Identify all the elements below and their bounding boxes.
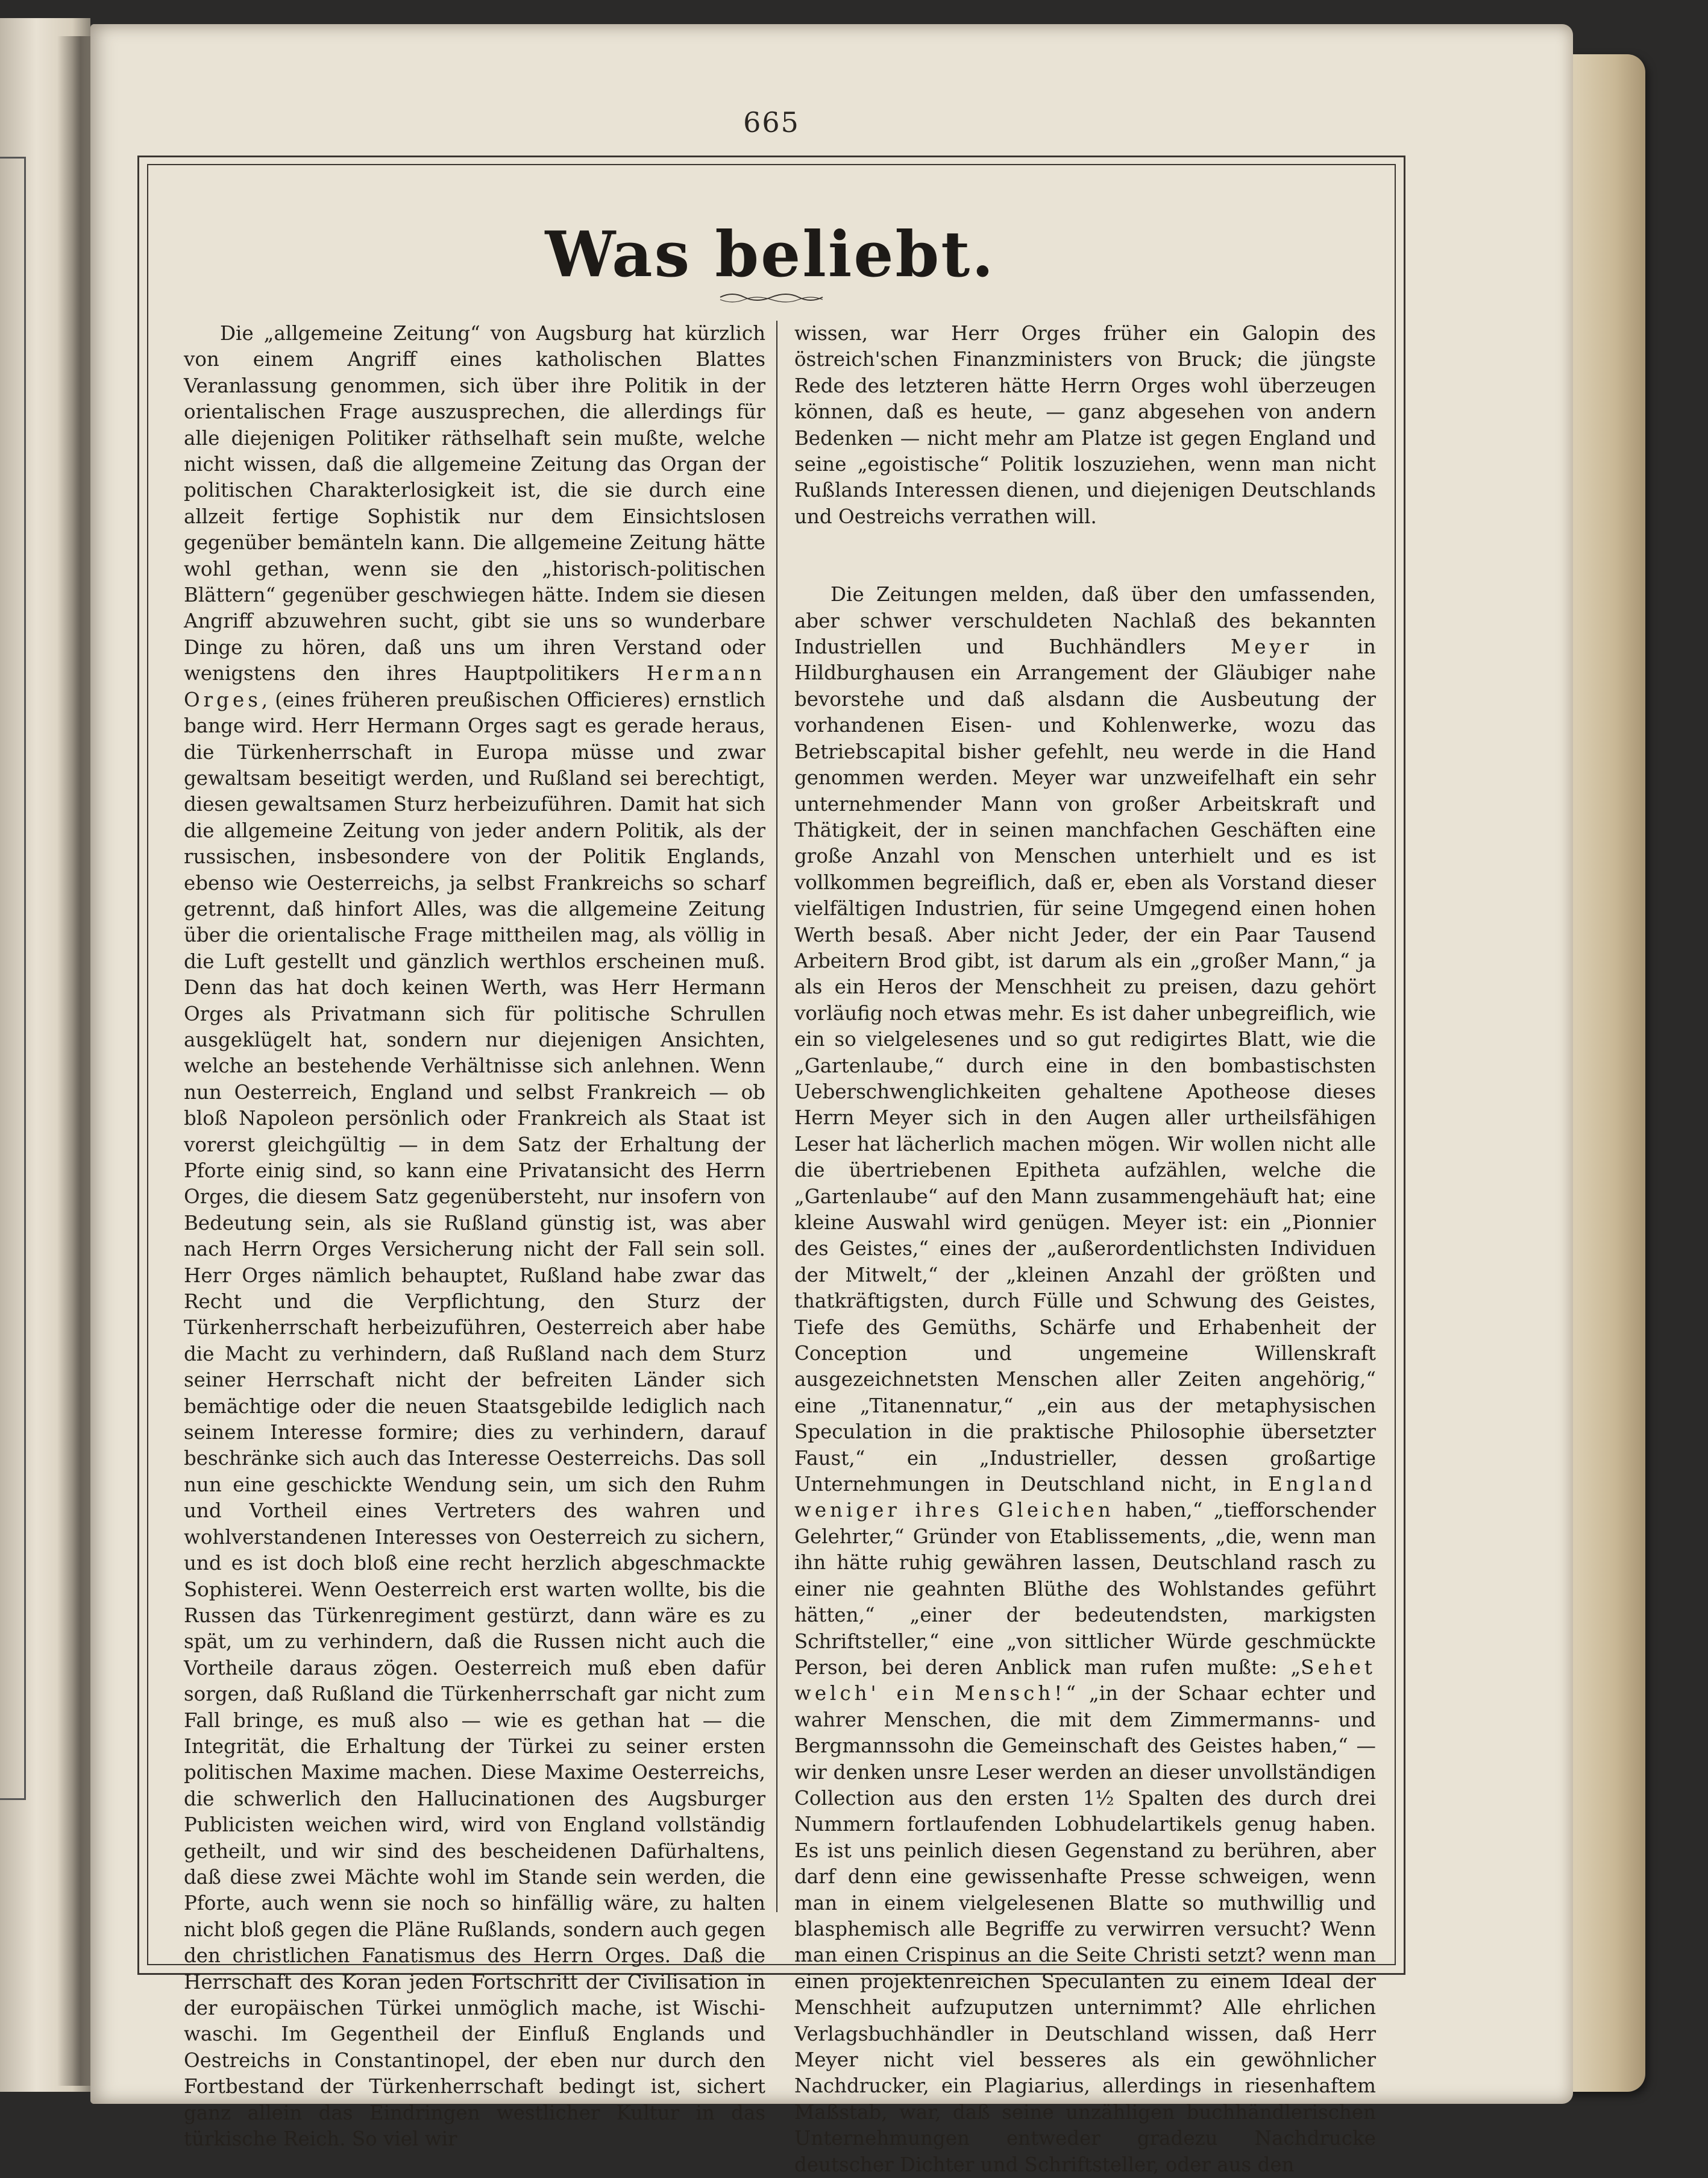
paragraph-orges-continued: wissen, war Herr Orges früher ein Galopin des östreich'schen Finanzministers von Bruck; die jüngste Rede des letzteren hätte Herrn Orges wohl überzeugen können, daß es heute, — ganz abgesehen von andern Bedenken — nicht mehr am Platze ist gegen England und seine „egoistische“ Politik loszuziehen, wenn man nicht Rußlands Interessen dienen, und diejenigen Deutschlands und Oestreichs verrathen will. (794, 322, 1376, 528)
paragraph-orges: Die „allgemeine Zeitung“ von Augsburg hat kürzlich von einem Angriff eines katholischen Blattes Veranlassung genommen, sich über ihre Politik in der orientalischen Frage auszusprechen, die allerdings für alle diejenigen Politiker räthselhaft sein mußte, welche nicht wissen, daß die allgemeine Zeitung das Organ der politischen Charakterlosigkeit ist, die sie durch eine allzeit fertige Sophistik nur dem Einsichtslosen gegenüber bemänteln kann. Die allgemeine Zeitung hätte wohl gethan, wenn sie den „historisch-politischen Blättern“ gegenüber geschwiegen hätte. Indem sie diesen Angriff abzuwehren sucht, gibt sie uns so wunderbare Dinge zu hören, daß uns um ihren Verstand oder wenigstens den ihres Hauptpolitikers Hermann Orges, (eines früheren preußischen Officieres) ernstlich bange wird. Herr Hermann Orges sagt es gerade heraus, die Türkenherrschaft in Europa müsse und zwar gewaltsam beseitigt werden, und Rußland sei berechtigt, diesen gewaltsamen Sturz herbeizuführen. Damit hat sich die allgemeine Zeitung von jeder andern Politik, als der russischen, insbesondere von der Politik Englands, ebenso wie Oesterreichs, ja selbst Frankreichs so scharf getrennt, daß hinfort Alles, was die allgemeine Zeitung über die orientalische Frage mittheilen mag, als völlig in die Luft gestellt und gänzlich werthlos erscheinen muß. Denn das hat doch keinen Werth, was Herr Hermann Orges als Privatmann sich für politische Schrullen ausgeklügelt hat, sondern nur diejenigen Ansichten, welche an bestehende Verhältnisse sich anlehnen. Wenn nun Oesterreich, England und selbst Frankreich — ob bloß Napoleon persönlich oder Frankreich als Staat ist vorerst gleichgültig — in dem Satz der Erhaltung der Pforte einig sind, so kann eine Privatansicht des Herrn Orges, die diesem Satz gegenübersteht, nur insofern von Bedeutung sein, als sie Rußland günstig ist, was aber nach Herrn Orges Versicherung nicht der Fall sein soll. Herr Orges nämlich behauptet, Rußland habe zwar das Recht und die Verpflichtung, den Sturz der Türkenherrschaft herbeizuführen, Oesterreich aber habe die Macht zu verhindern, daß Rußland nach dem Sturz seiner Herrschaft nicht der befreiten Länder sich bemächtige oder die neuen Staatsgebilde lediglich nach seinem Interesse formire; dies zu verhindern, darauf beschränke sich auch das Interesse Oesterreichs. Das soll nun eine geschickte Wendung sein, um sich den Ruhm und Vortheil eines Vertreters des wahren und wohlverstandenen Interesses von Oesterreich zu sichern, und es ist doch bloß eine recht herzlich abgeschmackte Sophisterei. Wenn Oesterreich erst warten wollte, bis die Russen das Türkenregiment gestürzt, dann wäre es zu spät, um zu verhindern, daß die Russen nicht auch die Vortheile daraus zögen. Oesterreich muß eben dafür sorgen, daß Rußland die Türkenherrschaft gar nicht zum Fall bringe, es muß also — wie es gethan hat — die Integrität, die Erhaltung der Türkei zu seiner ersten politischen Maxime machen. Diese Maxime Oesterreichs, die schwerlich den Hallucinationen des Augsburger Publicisten weichen wird, wird von England vollständig getheilt, und wir sind des bescheidenen Dafürhaltens, daß diese zwei Mächte wohl im Stande sein werden, die Pforte, auch wenn sie noch so hinfällig wäre, zu halten nicht bloß gegen die Pläne Rußlands, sondern auch gegen den christlichen Fanatismus des Herrn Orges. Daß die Herrschaft des Koran jeden Fortschritt der Civilisation in der europäischen Türkei unmöglich mache, ist Wischi-waschi. Im Gegentheil der Einfluß Englands und Oestreichs in Constantinopel, der eben nur durch den Fortbestand der Türkenherrschaft bedingt ist, sichert ganz allein das Eindringen westlicher Kultur in das türkische Reich. So viel wir (184, 322, 765, 2151)
left-column (184, 321, 765, 2152)
name-meyer: Meyer (1230, 635, 1313, 659)
left-page-frame-fragment (0, 157, 26, 1800)
paragraph-gap (794, 530, 1376, 582)
column-divider (776, 321, 777, 1912)
article-title: Was beliebt. (545, 217, 996, 291)
right-column (794, 321, 1376, 2178)
paragraph-meyer: Die Zeitungen melden, daß über den umfassenden, aber schwer verschuldeten Nachlaß des bekannten Industriellen und Buchhändlers Meyer in Hildburghausen ein Arrangement der Gläubiger nahe bevorstehe und daß alsdann die Ausbeutung der vorhandenen Eisen- und Kohlenwerke, wozu das Betriebscapital bisher gefehlt, neu werde in die Hand genommen werden. Meyer war unzweifelhaft ein sehr unternehmender Mann von großer Arbeitskraft und Thätigkeit, der in seinen manchfachen Geschäften eine große Anzahl von Menschen unterhielt und es ist vollkommen begreiflich, daß er, eben als Vorstand dieser vielfältigen Industrien, für seine Umgegend einen hohen Werth besaß. Aber nicht Jeder, der ein Paar Tausend Arbeitern Brod gibt, ist darum als ein „großer Mann,“ ja als ein Heros der Menschheit zu preisen, dazu gehört vorläufig noch etwas mehr. Es ist daher unbegreiflich, wie ein so vielgelesenes und so gut redigirtes Blatt, wie die „Gartenlaube,“ durch eine in den bombastischsten Ueberschwenglichkeiten gehaltene Apotheose dieses Herrn Meyer sich in den Augen aller urtheilsfähigen Leser hat lächerlich machen mögen. Wir wollen nicht alle die übertriebenen Epitheta aufzählen, welche die „Gartenlaube“ auf den Mann zusammengehäuft hat; eine kleine Auswahl wird genügen. Meyer ist: ein „Pionnier des Geistes,“ eines der „außerordentlichsten Individuen der Mitwelt,“ der „kleinen Anzahl der größten und thatkräftigsten, durch Fülle und Schwung des Geistes, Tiefe des Gemüths, Schärfe und Erhabenheit der Conception und ungemeine Willenskraft ausgezeichnetsten Menschen aller Zeiten angehörig,“ eine „Titanennatur,“ „ein aus der metaphysischen Speculation in die praktische Philosophie übersetzter Faust,“ ein „Industrieller, dessen großartige Unternehmungen in Deutschland nicht, in England weniger ihres Gleichen haben,“ „tiefforschender Gelehrter,“ Gründer von Etablissements, „die, wenn man ihn hätte ruhig gewähren lassen, Deutschland rasch zu einer nie geahnten Blüthe des Wohlstandes geführt hätten,“ „einer der bedeutendsten, markigsten Schriftsteller,“ eine „von sittlicher Würde geschmückte Person, bei deren Anblick man rufen mußte: „Sehet welch' ein Mensch!“ „in der Schaar echter und wahrer Menschen, die mit dem Zimmermanns- und Bergmannssohn die Gemeinschaft des Geistes haben,“ — wir denken unsre Leser werden an dieser unvollständigen Collection aus den ersten 1½ Spalten des durch drei Nummern fortlaufenden Lobhudelartikels genug haben. Es ist uns peinlich diesen Gegenstand zu berühren, aber darf denn eine gewissenhafte Presse schweigen, wenn man in einem vielgelesenen Blatte so muthwillig und blasphemisch alle Begriffe zu verwirren versucht? Wenn man einen Crispinus an die Seite Christi setzt? wenn man einen projektenreichen Speculanten zu einem Ideal der Menschheit aufzuputzen unternimmt? Alle ehrlichen Verlagsbuchhändler in Deutschland wissen, daß Herr Meyer nicht viel besseres als ein gewöhnlicher Nachdrucker, ein Plagiarius, allerdings in riesenhaftem Maßstab, war, daß seine unzähligen buchhändlerischen Unternehmungen entweder gradezu Nachdrucke deutscher Dichter und Schriftsteller, oder aus den (794, 583, 1377, 2176)
name-england: England (1268, 1473, 1376, 1496)
phrase-weniger: weniger ihres Gleichen (794, 1499, 1114, 1522)
name-hermann-orges: Hermann Orges (184, 662, 765, 711)
title-ornament (717, 288, 826, 306)
phrase-sehet: Sehet welch' ein Mensch! (794, 1655, 1376, 1705)
page-number: 665 (743, 106, 800, 139)
